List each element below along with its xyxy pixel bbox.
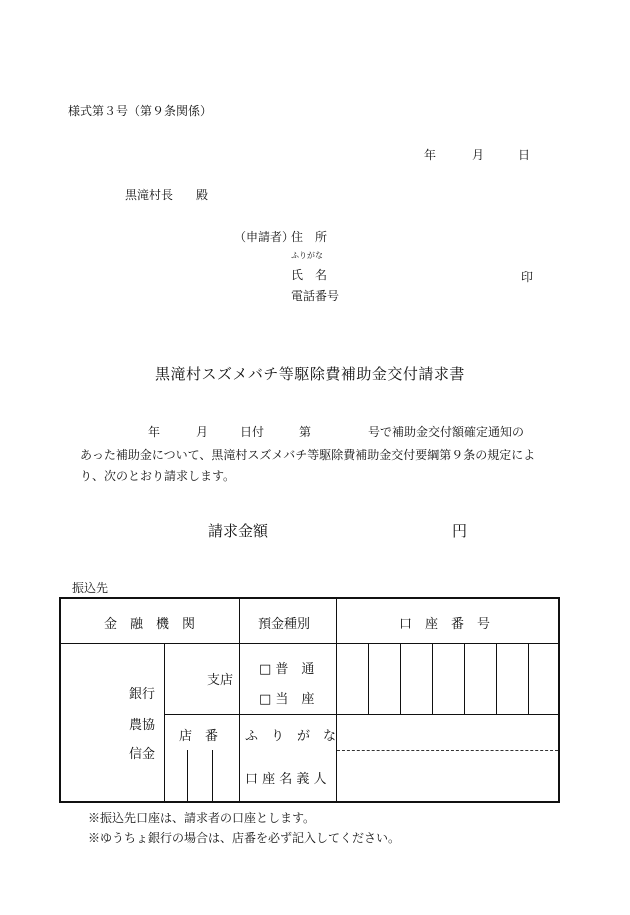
deposit-type-header: 預金種別 (258, 617, 311, 632)
body-number-prefix: 第 (299, 425, 312, 439)
store-digit-divider-2 (212, 750, 213, 801)
store-number-label: 店 番 (179, 729, 219, 744)
date-year-label: 年 (424, 148, 437, 162)
transfer-label: 振込先 (72, 581, 109, 595)
account-digit-divider (368, 643, 369, 714)
deposit-option-ordinary: □ 普 通 (259, 662, 315, 677)
address-label: 住 所 (291, 230, 328, 244)
holder-furigana-label: ふ り が な (245, 729, 337, 744)
amount-label: 請求金額 (208, 522, 269, 540)
deposit-option-checking: □ 当 座 (259, 692, 315, 707)
addressee-name: 黒滝村長 (125, 188, 174, 202)
bank-type-divider (164, 643, 165, 801)
account-digit-divider (496, 643, 497, 714)
applicant-label: （申請者） (234, 230, 295, 244)
header-divider (61, 643, 558, 644)
seal-mark: 印 (521, 270, 534, 284)
account-digit-divider (432, 643, 433, 714)
col-divider-deposit (336, 599, 337, 801)
account-number-header: 口 座 番 号 (399, 617, 491, 632)
name-label: 氏 名 (291, 268, 328, 282)
note-applicant-account: ※振込先口座は、請求者の口座とします。 (88, 811, 316, 825)
applicant-furigana-label: ふりがな (291, 251, 323, 260)
account-digit-divider (400, 643, 401, 714)
bank-type-bank: 銀行 (129, 687, 156, 702)
phone-label: 電話番号 (291, 289, 340, 303)
body-line1-rest: 号で補助金交付額確定通知の (368, 425, 525, 439)
furigana-dashed-line (337, 750, 558, 751)
bank-account-table (59, 597, 560, 803)
account-digit-divider (464, 643, 465, 714)
institution-header: 金 融 機 関 (104, 617, 196, 632)
body-year: 年 (148, 425, 161, 439)
body-month: 月 (196, 425, 209, 439)
amount-unit: 円 (452, 522, 468, 540)
bank-type-agricultural-coop: 農協 (129, 718, 156, 733)
note-yucho-store-number: ※ゆうちょ銀行の場合は、店番を必ず記入してください。 (88, 831, 401, 845)
document-title: 黒滝村スズメバチ等駆除費補助金交付請求書 (155, 365, 465, 383)
row-divider-middle (164, 714, 558, 715)
account-digit-divider (528, 643, 529, 714)
body-dated: 日付 (240, 425, 265, 439)
date-month-label: 月 (472, 148, 485, 162)
col-divider-institution (239, 599, 240, 801)
body-line3: り、次のとおり請求します。 (80, 469, 236, 483)
account-holder-label: 口 座 名 義 人 (245, 772, 327, 787)
store-digit-divider-1 (187, 750, 188, 801)
form-number: 様式第３号（第９条関係） (68, 104, 213, 118)
body-line2: あった補助金について、黒滝村スズメバチ等駆除費補助金交付要綱第９条の規定によ (80, 448, 536, 462)
bank-type-credit-union: 信金 (129, 747, 156, 762)
branch-suffix: 支店 (207, 673, 234, 688)
addressee-honorific: 殿 (196, 188, 209, 202)
date-day-label: 日 (518, 148, 531, 162)
